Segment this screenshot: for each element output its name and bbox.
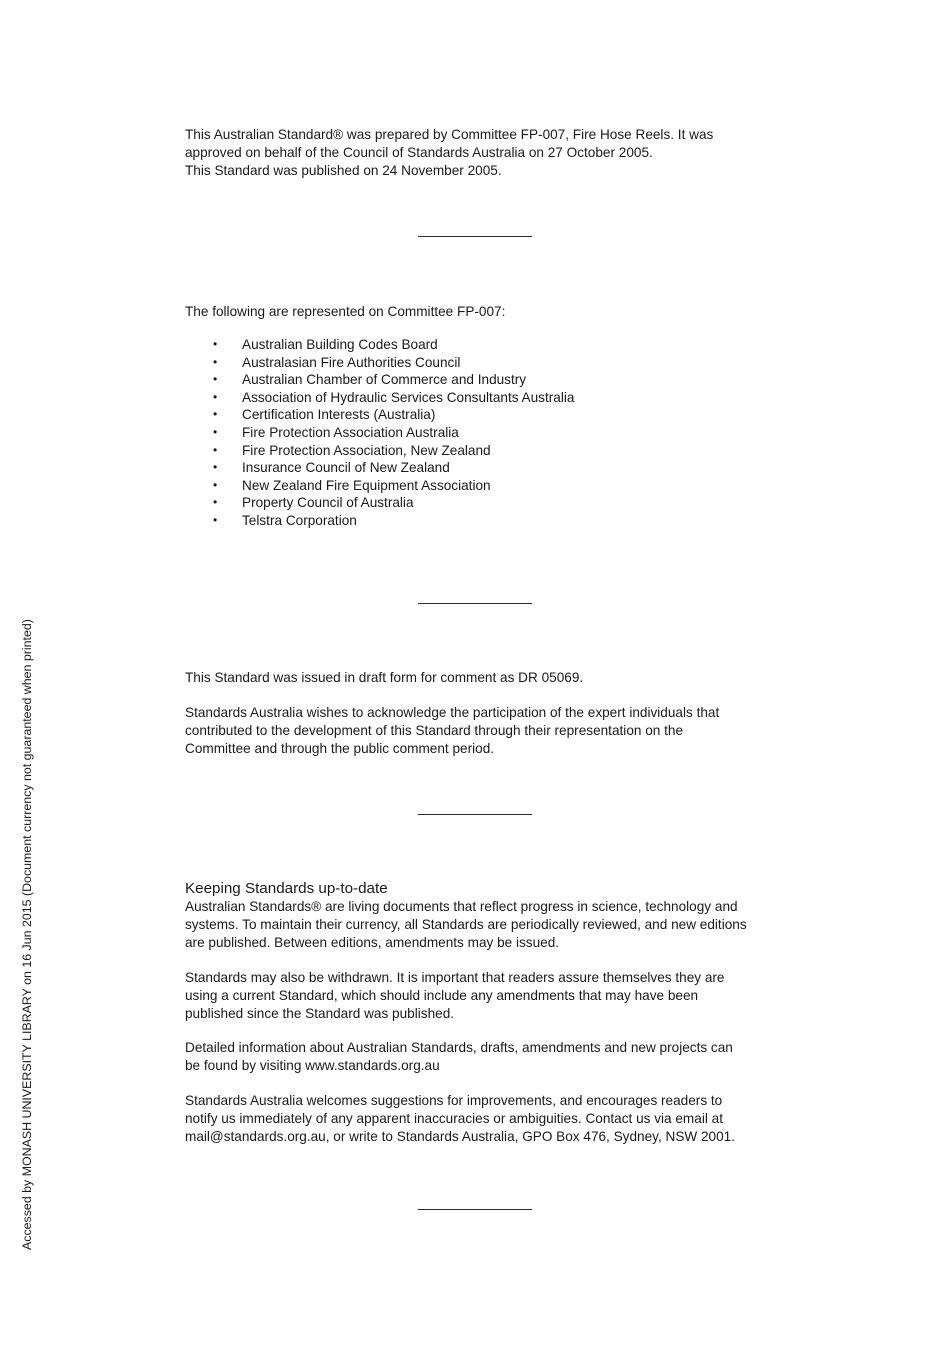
acknowledgement-paragraph (185, 704, 775, 757)
paragraph-line: published since the Standard was published. (185, 1005, 455, 1021)
member-name: Insurance Council of New Zealand (242, 460, 450, 476)
paragraph-line: Detailed information about Australian Standards, drafts, amendments and new projects can (185, 1040, 733, 1055)
draft-issued-paragraph: This Standard was issued in draft form for comment as DR 05069. (185, 670, 584, 685)
paragraph-line: Standards Australia welcomes suggestions for improvements, and encourages readers to (185, 1093, 723, 1108)
acknowledgement-line: Standards Australia wishes to acknowledge the participation of the expert individuals that (185, 705, 720, 720)
paragraph-line: using a current Standard, which should include any amendments that may have been (185, 987, 699, 1003)
section-divider (418, 603, 532, 604)
bullet-icon: • (213, 407, 218, 422)
bullet-icon: • (213, 477, 218, 492)
acknowledgement-line: Committee and through the public comment period. (185, 740, 495, 756)
member-name: Fire Protection Association Australia (242, 424, 459, 440)
paragraph-line: systems. To maintain their currency, all Standards are periodically reviewed, and new editions (185, 916, 747, 932)
member-name: Australian Chamber of Commerce and Industry (242, 372, 527, 388)
bullet-icon: • (213, 337, 218, 351)
member-name: Certification Interests (Australia) (242, 407, 436, 423)
list-item (185, 477, 574, 495)
bullet-icon: • (213, 372, 218, 387)
member-name: Property Council of Australia (242, 495, 414, 511)
bullet-icon: • (213, 442, 218, 457)
paragraph-line: are published. Between editions, amendments may be issued. (185, 934, 560, 950)
bullet-icon: • (213, 460, 218, 475)
living-documents-paragraph (185, 898, 775, 951)
bullet-icon: • (213, 424, 218, 439)
list-item (185, 336, 574, 354)
list-item (185, 494, 574, 512)
committee-intro: The following are represented on Committee FP-007: (185, 304, 506, 319)
committee-member-list (185, 336, 574, 530)
preparation-paragraph (185, 126, 775, 179)
paragraph-line: Australian Standards® are living documents that reflect progress in science, technology and (185, 899, 738, 914)
member-name: Fire Protection Association, New Zealand (242, 442, 491, 458)
member-name: Association of Hydraulic Services Consultants Australia (242, 389, 575, 405)
detailed-information-paragraph (185, 1039, 775, 1075)
list-item (185, 512, 574, 530)
bullet-icon: • (213, 512, 218, 527)
access-watermark: Accessed by MONASH UNIVERSITY LIBRARY on 16 Jun 2015 (Document currency not guaranteed when printed) (20, 619, 34, 1250)
section-divider (418, 1209, 532, 1210)
list-item (185, 371, 574, 389)
paragraph-line: notify us immediately of any apparent inaccuracies or ambiguities. Contact us via email at (185, 1110, 723, 1126)
section-divider (418, 236, 532, 237)
member-name: New Zealand Fire Equipment Association (242, 477, 491, 493)
member-name: Telstra Corporation (242, 512, 357, 528)
preparation-line: This Standard was published on 24 November 2005. (185, 162, 502, 178)
paragraph-line: mail@standards.org.au, or write to Standards Australia, GPO Box 476, Sydney, NSW 2001. (185, 1128, 736, 1144)
withdrawn-paragraph (185, 969, 775, 1022)
list-item (185, 442, 574, 460)
preparation-line: This Australian Standard® was prepared by Committee FP-007, Fire Hose Reels. It was (185, 127, 714, 142)
section-heading: Keeping Standards up-to-date (185, 880, 388, 897)
member-name: Australasian Fire Authorities Council (242, 354, 461, 370)
list-item (185, 459, 574, 477)
paragraph-line: be found by visiting www.standards.org.au (185, 1057, 440, 1073)
member-name: Australian Building Codes Board (242, 337, 438, 352)
bullet-icon: • (213, 495, 218, 510)
acknowledgement-line: contributed to the development of this Standard through their representation on the (185, 722, 684, 738)
paragraph-line: Standards may also be withdrawn. It is important that readers assure themselves they are (185, 970, 725, 985)
list-item (185, 354, 574, 372)
section-divider (418, 814, 532, 815)
preparation-line: approved on behalf of the Council of Standards Australia on 27 October 2005. (185, 144, 653, 160)
bullet-icon: • (213, 389, 218, 404)
list-item (185, 406, 574, 424)
suggestions-paragraph (185, 1092, 775, 1145)
list-item (185, 389, 574, 407)
list-item (185, 424, 574, 442)
bullet-icon: • (213, 354, 218, 369)
